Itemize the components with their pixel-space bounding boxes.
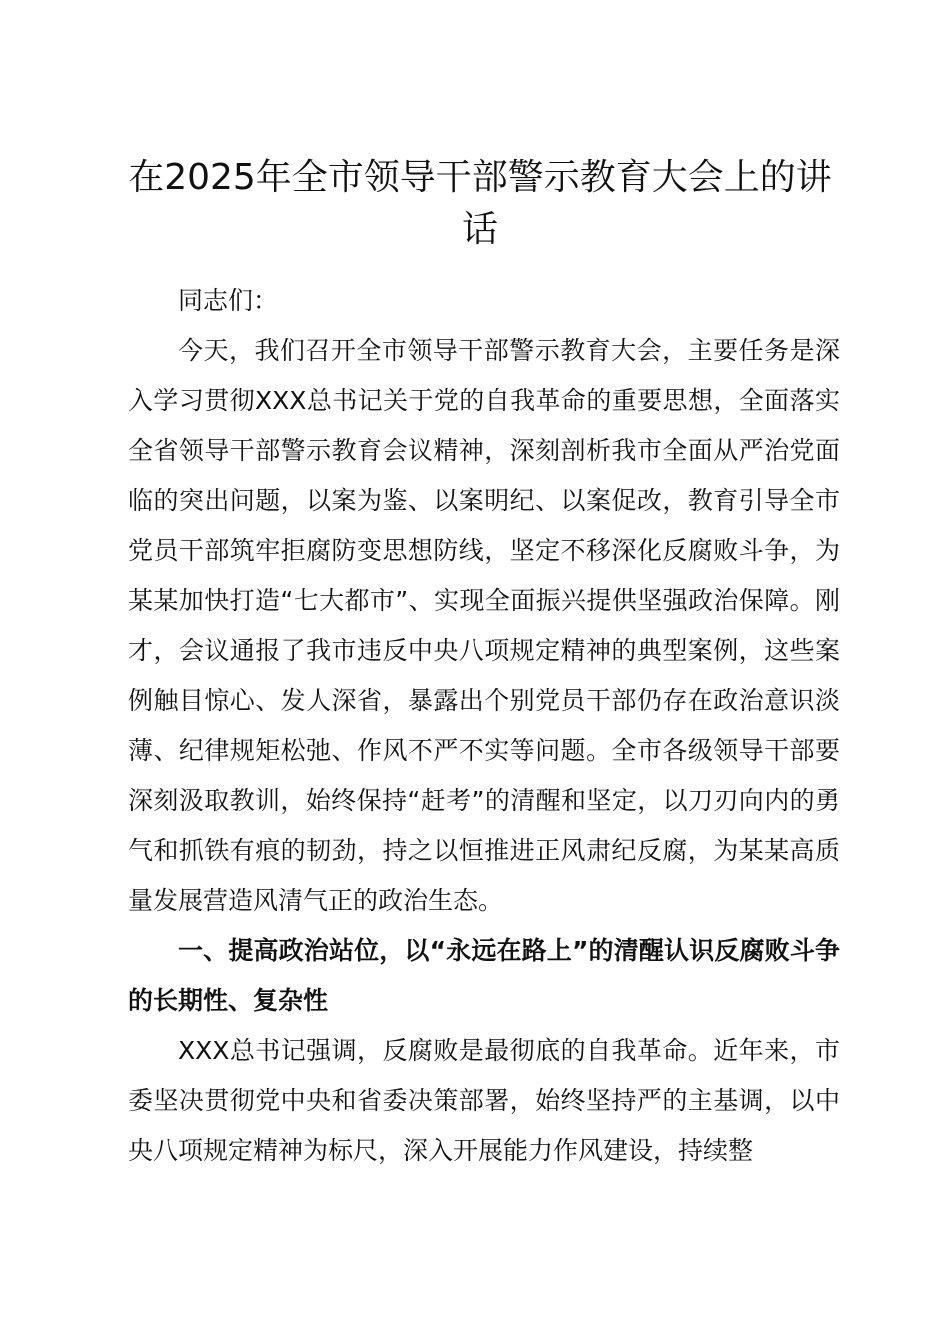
paragraph-intro: 今天，我们召开全市领导干部警示教育大会，主要任务是深入学习贯彻XXX总书记关于党的自我革命的重要思想，全面落实全省领导干部警示教育会议精神，深刻剖析我市全面从严治党面临的突出问题，以案为鉴、以案明纪、以案促改，教育引导全市党员干部筑牢拒腐防变思想防线，坚定不移深化反腐败斗争，为某某加快打造“七大都市”、实现全面振兴提供坚强政治保障。刚才，会议通报了我市违反中央八项规定精神的典型案例，这些案例触目惊心、发人深省，暴露出个别党员干部仍存在政治意识淡薄、纪律规矩松弛、作风不严不实等问题。全市各级领导干部要深刻汲取教训，始终保持“赶考”的清醒和坚定，以刀刃向内的勇气和抓铁有痕的韧劲，持之以恒推进正风肃纪反腐，为某某高质量发展营造风清气正的政治生态。 — [128, 336, 840, 915]
document-title: 在2025年全市领导干部警示教育大会上的讲话 — [128, 157, 832, 250]
salutation: 同志们： — [178, 286, 279, 315]
section-heading-1: 一、提高政治站位，以“永远在路上”的清醒认识反腐败斗争的长期性、复杂性 — [128, 936, 840, 1015]
paragraph-section-1: XXX总书记强调，反腐败是最彻底的自我革命。近年来，市委坚决贯彻党中央和省委决策部署，始终坚持严的主基调，以中央八项规定精神为标尺，深入开展能力作风建设，持续整 — [128, 1036, 840, 1165]
document-body — [128, 276, 840, 1176]
